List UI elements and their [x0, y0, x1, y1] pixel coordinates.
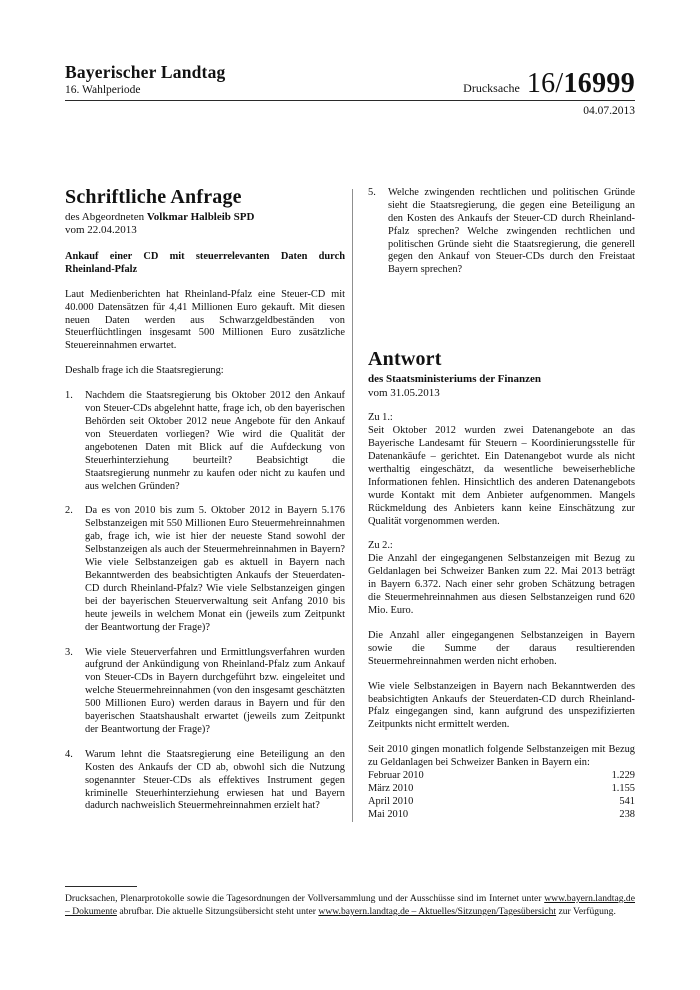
- doc-number-prefix: 16/: [526, 67, 564, 99]
- footnote-rule: [65, 886, 137, 887]
- answer-paragraph: Die Anzahl aller eingegangenen Selbstanzeigen in Bayern sowie die Summe der daraus resultierenden Steuermehreinnahmen werden nicht erhoben.: [368, 629, 635, 667]
- month-value: 1.229: [611, 770, 635, 782]
- footer-text-2: abrufbar. Die aktuelle Sitzungsübersicht steht unter: [116, 906, 319, 917]
- header-rule: [65, 100, 635, 101]
- legislative-period: 16. Wahlperiode: [65, 84, 141, 97]
- masthead-left: [65, 62, 226, 98]
- footer-text-3: zur Verfügung.: [556, 906, 616, 917]
- question-item-4: [65, 749, 345, 814]
- question-date: vom 22.04.2013: [65, 224, 137, 237]
- question-intro: Laut Medienberichten hat Rheinland-Pfalz eine Steuer-CD mit 40.000 Datensätzen für 4,41 Millionen Euro gekauft. Mit diesen neuen Daten werden aus Schwarzgeldbeständen von Steuerflüchtlingen insgesamt 500 Millionen Euro zusätzliche Steuereinnahmen erwartet.: [65, 288, 345, 352]
- question-subject: Ankauf einer CD mit steuerrelevanten Daten durch Rheinland-Pfalz: [65, 250, 345, 275]
- table-row: [368, 809, 635, 822]
- answer-section: [368, 349, 635, 821]
- right-column: [368, 187, 635, 822]
- item-text: Nachdem die Staatsregierung bis Oktober 2012 den Ankauf von Steuer-CDs abgelehnt hatte, frage ich, ob den bayerischen Behörden seit Oktober 2012 neue Angebote für den Ankauf von Steuerdaten vorliegen? Wie wird die Qualität der angebotenen Daten mit Blick auf die Aufdeckung von Steuerhinterziehung beurteilt? Beabsichtigt die Staatsregierung nunmehr zu kaufen oder nicht zu kaufen und aus welchen Gründen?: [85, 390, 345, 492]
- answer-paragraph: Die Anzahl der eingegangenen Selbstanzeigen mit Bezug zu Geldanlagen bei Schweizer Banken zum 22. Mai 2013 beträgt in Bayern 6.372. Nach einer sehr groben Schätzung betragen die Steuermehreinnahmen aus diesen Selbstanzeigen rund 620 Mio. Euro.: [368, 553, 635, 616]
- item-number: 4.: [65, 748, 73, 760]
- table-row: [368, 783, 635, 796]
- doc-number-block: [463, 67, 635, 99]
- answer-paragraph: Wie viele Selbstanzeigen in Bayern nach Bekanntwerden des beabsichtigten Ankaufs der Steuerdaten-CD durch Rheinland-Pfalz eingegangen sind, kann aufgrund des unspezifizierten Zeitpunkts nicht ermittelt werden.: [368, 680, 635, 731]
- document-body: [65, 187, 635, 822]
- org-title: Bayerischer Landtag: [65, 62, 226, 82]
- question-title: Schriftliche Anfrage: [65, 185, 242, 208]
- footer-link-dokumente[interactable]: www.bayern.landtag.de – Dokumente: [65, 893, 635, 917]
- footer-text-1: Drucksachen, Plenarprotokolle sowie die Tagesordnungen der Vollversammlung und der Ausschüsse sind im Internet unter: [65, 893, 545, 904]
- question-item-5: [368, 187, 635, 277]
- month-label: April 2010: [368, 795, 414, 807]
- left-column: [65, 187, 345, 822]
- item-text: Da es von 2010 bis zum 5. Oktober 2012 in Bayern 5.176 Selbstanzeigen mit 550 Millionen Euro Steuermehreinnahmen gab, frage ich, wie ist hier der neueste Stand sowohl der Selbstanzeigen als auch der Steuermehreinnahmen in Bayern? Wie viele Selbstanzeigen gab es aktuell in Bayern nach Bekanntwerden des beabsichtigten Ankaufs der Steuerdaten-CD durch Rheinland-Pfalz? Wie viele Selbstanzeigen gingen bei der bayerischen Steuerverwaltung seit Anfang 2010 bis heute jeweils in welchem Monat ein (jeweils zum Zeitpunkt der Beantwortung der Frage)?: [85, 505, 345, 633]
- item-text: Warum lehnt die Staatsregierung eine Beteiligung an den Kosten des Ankaufs der CD ab, obwohl sich die Nutzung sogenannter Steuer-CDs als effektives Instrument gegen kriminelle Steuerhinterziehung erwiesen hat und Bayern dadurch nachweislich Steuermehreinnahmen erzielt hat?: [85, 748, 345, 812]
- footer-link-tagesuebersicht[interactable]: www.bayern.landtag.de – Aktuelles/Sitzungen/Tagesübersicht: [318, 906, 557, 917]
- item-number: 2.: [65, 505, 73, 517]
- doc-number-value: 16999: [563, 67, 635, 99]
- author-prefix: des Abgeordneten: [65, 210, 145, 223]
- month-value: 1.155: [611, 782, 635, 794]
- answer-author: des Staatsministeriums der Finanzen: [368, 373, 542, 386]
- document-footer: [65, 886, 635, 918]
- month-value: 238: [619, 808, 635, 820]
- item-text: Welche zwingenden rechtlichen und politischen Gründe sieht die Staatsregierung, die gegen eine Beteiligung an den Kosten des Ankaufs der Steuer-CD durch Rheinland-Pfalz sprechen? Welche zwingenden rechtlichen und politischen Gründe sieht die Staatsregierung, die generell gegen den Ankauf von Steuer-CDs durch den Freistaat Bayern sprechen?: [388, 186, 635, 276]
- item-number: 3.: [65, 646, 73, 658]
- selbstanzeigen-table: [368, 770, 635, 822]
- answer-paragraph: Seit 2010 gingen monatlich folgende Selbstanzeigen mit Bezug zu Geldanlagen bei Schweizer Banken in Bayern ein:: [368, 744, 635, 769]
- author-name: Volkmar Halbleib SPD: [146, 210, 255, 223]
- answer-title: Antwort: [368, 348, 442, 371]
- answer-paragraph: Seit Oktober 2012 wurden zwei Datenangebote an das Bayerische Landesamt für Steuern – Koordinierungsstelle für Datenankäufe – gerichtet. Ein Datenangebot wurde als nicht werthaltig eingeschätzt, da wesentliche beweiserhebliche Informationen fehlen. Hinsichtlich des anderen Datenangebots wurde Kontakt mit dem Anbieter aufgenommen. Mangels Rückmeldung des Anbieters kann keine Einschätzung zur Qualität vorgenommen werden.: [368, 425, 635, 527]
- month-label: März 2010: [368, 782, 414, 794]
- month-label: Februar 2010: [368, 770, 424, 782]
- question-item-1: [65, 390, 345, 493]
- document-header: [65, 62, 635, 117]
- column-divider: [352, 189, 353, 822]
- table-row: [368, 770, 635, 783]
- answer-label-1: Zu 1.:: [368, 412, 393, 424]
- table-row: [368, 796, 635, 809]
- item-text: Wie viele Steuerverfahren und Ermittlungsverfahren wurden aufgrund der Ankündigung von Rheinland-Pfalz zum Ankauf von Steuer-CDs in Bayern durchgeführt bzw. eingeleitet und welche Steuermehreinnahmen (von den insgesamt geschätzten 500 Millionen Euro) werden daraus in Bayern und für den bayerischen Staatshaushalt erwartet (jeweils zum Zeitpunkt der Beantwortung der Frage)?: [85, 646, 345, 735]
- answer-date: vom 31.05.2013: [368, 386, 440, 399]
- publication-date: 04.07.2013: [583, 104, 635, 117]
- doc-number: [526, 67, 635, 99]
- item-number: 5.: [368, 186, 376, 198]
- month-label: Mai 2010: [368, 808, 409, 820]
- doc-type-label: Drucksache: [463, 80, 520, 95]
- question-item-2: [65, 505, 345, 634]
- answer-label-2: Zu 2.:: [368, 540, 393, 552]
- footer-note: [65, 892, 635, 918]
- answer-byline: [368, 373, 635, 400]
- question-byline: [65, 211, 345, 238]
- question-lead-in: Deshalb frage ich die Staatsregierung:: [65, 365, 224, 377]
- question-item-3: [65, 647, 345, 737]
- item-number: 1.: [65, 390, 73, 402]
- month-value: 541: [619, 795, 635, 807]
